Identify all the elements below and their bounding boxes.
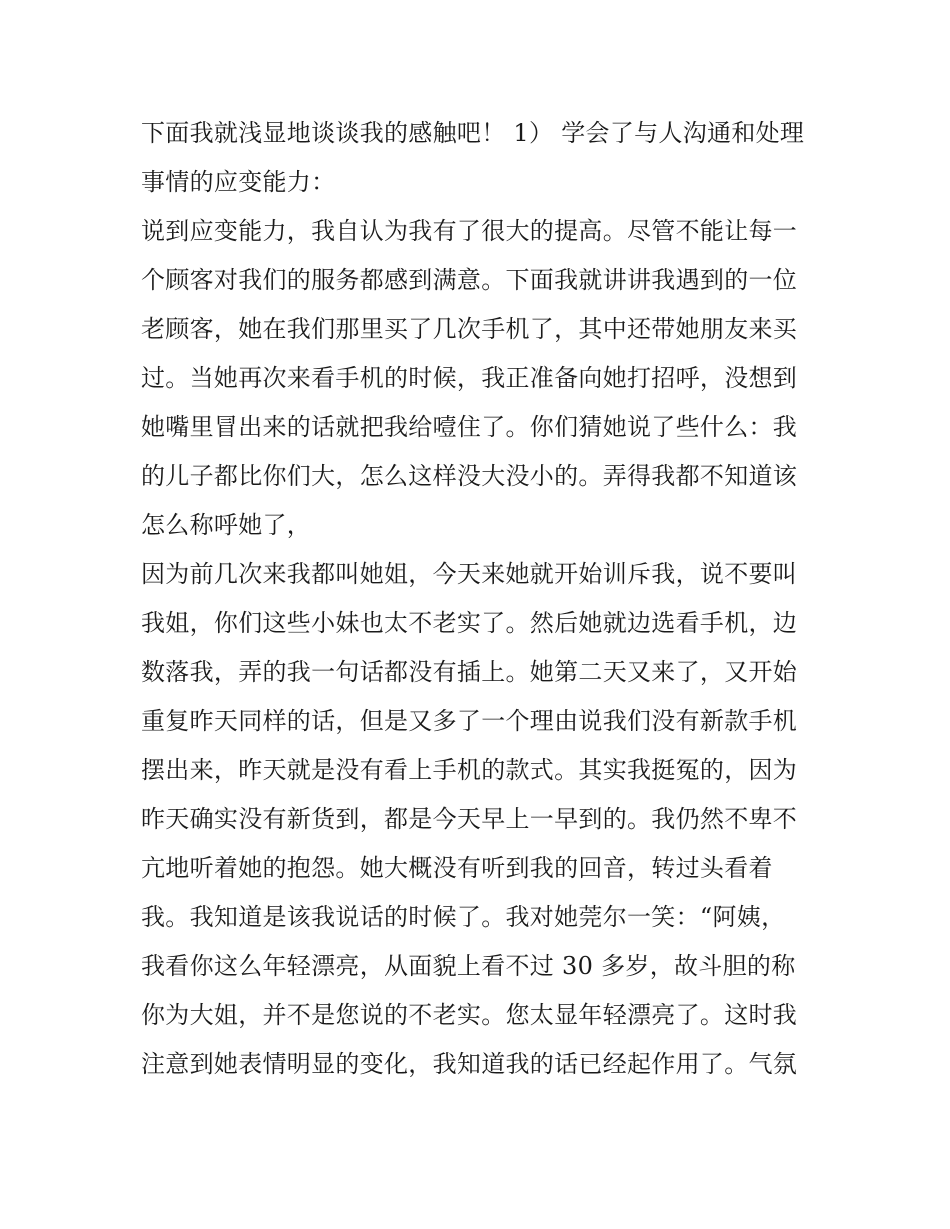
text-line-2: 事情的应变能力：: [141, 168, 336, 196]
text-line-10: 因为前几次来我都叫她姐，今天来她就开始训斥我，说不要叫: [141, 560, 798, 588]
text-line-19: 你为大姐，并不是您说的不老实。您太显年轻漂亮了。这时我: [141, 1001, 798, 1029]
text-line-18: 我看你这么年轻漂亮，从面貌上看不过 30 多岁，故斗胆的称: [141, 952, 796, 980]
text-line-16: 亢地听着她的抱怨。她大概没有听到我的回音，转过头看着: [141, 854, 773, 882]
body-text: [141, 109, 821, 1089]
text-line-15: 昨天确实没有新货到，都是今天早上一早到的。我仍然不卑不: [141, 805, 798, 833]
text-line-9: 怎么称呼她了，: [141, 511, 312, 539]
text-line-17: 我。我知道是该我说话的时候了。我对她莞尔一笑：“阿姨，: [141, 903, 786, 931]
text-line-8: 的儿子都比你们大，怎么这样没大没小的。弄得我都不知道该: [141, 462, 798, 490]
text-line-4: 个顾客对我们的服务都感到满意。下面我就讲讲我遇到的一位: [141, 266, 798, 294]
text-line-20: 注意到她表情明显的变化，我知道我的话已经起作用了。气氛: [141, 1050, 798, 1078]
text-line-3: 说到应变能力，我自认为我有了很大的提高。尽管不能让每一: [141, 217, 798, 245]
text-line-5: 老顾客，她在我们那里买了几次手机了，其中还带她朋友来买: [141, 315, 798, 343]
text-line-6: 过。当她再次来看手机的时候，我正准备向她打招呼，没想到: [141, 364, 798, 392]
text-line-11: 我姐，你们这些小妹也太不老实了。然后她就边选看手机，边: [141, 609, 798, 637]
text-line-12: 数落我，弄的我一句话都没有插上。她第二天又来了，又开始: [141, 658, 798, 686]
text-line-7: 她嘴里冒出来的话就把我给噎住了。你们猜她说了些什么：我: [141, 413, 798, 441]
text-line-13: 重复昨天同样的话，但是又多了一个理由说我们没有新款手机: [141, 707, 798, 735]
text-line-14: 摆出来，昨天就是没有看上手机的款式。其实我挺冤的，因为: [141, 756, 798, 784]
text-line-1: 下面我就浅显地谈谈我的感触吧！ 1） 学会了与人沟通和处理: [141, 119, 805, 147]
